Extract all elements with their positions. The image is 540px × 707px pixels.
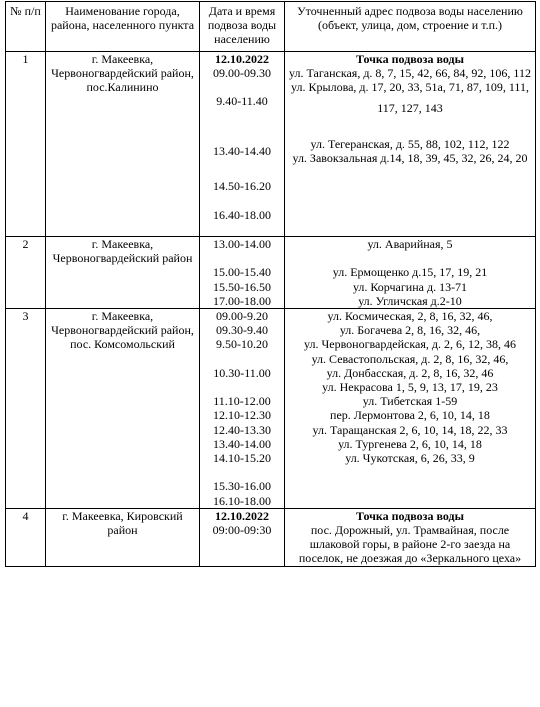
time-slot: 15.30-16.00 [213,479,271,494]
time-slot: 10.30-11.00 [213,365,271,380]
address: ул. Угличская д.2-10 [358,293,462,308]
address: ул. Донбасская, д. 2, 8, 16, 32, 46 [326,365,494,380]
address: ул. Тибетская 1-59 [362,394,458,409]
address: 117, 127, 143 [377,101,443,116]
row-times [200,308,285,508]
row-addresses [285,308,536,508]
time-slot: 17.00-18.00 [213,293,271,308]
time-slot: 14.10-15.20 [213,450,271,465]
time-slot: 09.00-09.30 [213,65,271,80]
time-slot: 12.40-13.30 [213,422,271,437]
row-number: 3 [6,308,46,508]
address: ул. Завокзальная д.14, 18, 39, 45, 32, 26, 24, 20 [292,150,528,165]
header-datetime: Дата и время подвоза воды населению [200,2,285,52]
time-slot: 15.00-15.40 [213,265,271,280]
address: ул. Корчагина д. 13-71 [352,279,468,294]
address: ул. Богачева 2, 8, 16, 32, 46, [339,323,481,338]
address: пер. Лермонтова 2, 6, 10, 14, 18 [330,408,490,423]
row-place: г. Макеевка, Кировский район [46,508,200,566]
row-addresses [285,508,536,566]
address: ул. Космическая, 2, 8, 16, 32, 46, [327,308,493,323]
address: ул. Севастопольская, д. 2, 8, 16, 32, 46, [311,351,509,366]
delivery-point-heading: Точка подвоза воды [355,51,464,66]
time-slot: 15.50-16.50 [213,279,271,294]
delivery-date: 12.10.2022 [215,508,269,523]
row-addresses [285,51,536,236]
time-slot: 13.40-14.00 [213,436,271,451]
row-place: г. Макеевка, Червоногвардейский район, пос. Комсомольский [46,308,200,508]
time-slot: 16.40-18.00 [213,207,271,222]
address: ул. Тегеранская, д. 55, 88, 102, 112, 122 [310,136,510,151]
table-row [6,308,536,508]
table-row [6,508,536,566]
row-number: 1 [6,51,46,236]
water-delivery-schedule-table [5,1,536,567]
row-number: 2 [6,236,46,308]
time-slot: 14.50-16.20 [213,179,271,194]
time-slot: 13.00-14.00 [213,236,271,251]
address: ул. Чукотская, 6, 26, 33, 9 [345,450,475,465]
address: ул. Червоногвардейская, д. 2, 6, 12, 38, 46 [304,337,516,352]
time-slot: 9.40-11.40 [216,94,268,109]
address: ул. Таращанская 2, 6, 10, 14, 18, 22, 33 [312,422,508,437]
table-row [6,236,536,308]
row-place: г. Макеевка, Червоногвардейский район, пос.Калинино [46,51,200,236]
time-slot: 09.00-9.20 [216,308,268,323]
row-addresses [285,236,536,308]
header-address: Уточненный адрес подвоза воды населению (объект, улица, дом, строение и т.п.) [285,2,536,52]
delivery-date: 12.10.2022 [215,51,269,66]
address: ул. Тургенева 2, 6, 10, 14, 18 [338,436,482,451]
row-times [200,508,285,566]
row-times [200,236,285,308]
table-row [6,51,536,236]
time-slot: 11.10-12.00 [213,394,271,409]
delivery-point-heading: Точка подвоза воды [355,508,464,523]
row-place: г. Макеевка, Червоногвардейский район [46,236,200,308]
header-place: Наименование города, района, населенного пункта [46,2,200,52]
header-row [6,2,536,52]
time-slot: 12.10-12.30 [213,408,271,423]
row-times [200,51,285,236]
time-slot: 09:00-09:30 [212,522,272,537]
address: ул. Некрасова 1, 5, 9, 13, 17, 19, 23 [322,379,498,394]
time-slot: 09.30-9.40 [216,323,268,338]
address: пос. Дорожный, ул. Трамвайная, после шлаковой горы, в районе 2-го заезда на поселок, не доезжая до «Зеркального цеха» [298,522,522,566]
address: ул. Ермощенко д.15, 17, 19, 21 [332,265,488,280]
time-slot: 16.10-18.00 [213,493,271,508]
time-slot: 13.40-14.40 [213,143,271,158]
address: ул. Аварийная, 5 [367,236,453,251]
header-number: № п/п [6,2,46,52]
address: ул. Крылова, д. 17, 20, 33, 51а, 71, 87, 109, 111, [291,80,529,95]
row-number: 4 [6,508,46,566]
address: ул. Таганская, д. 8, 7, 15, 42, 66, 84, 92, 106, 112 [289,65,531,80]
time-slot: 9.50-10.20 [216,337,268,352]
